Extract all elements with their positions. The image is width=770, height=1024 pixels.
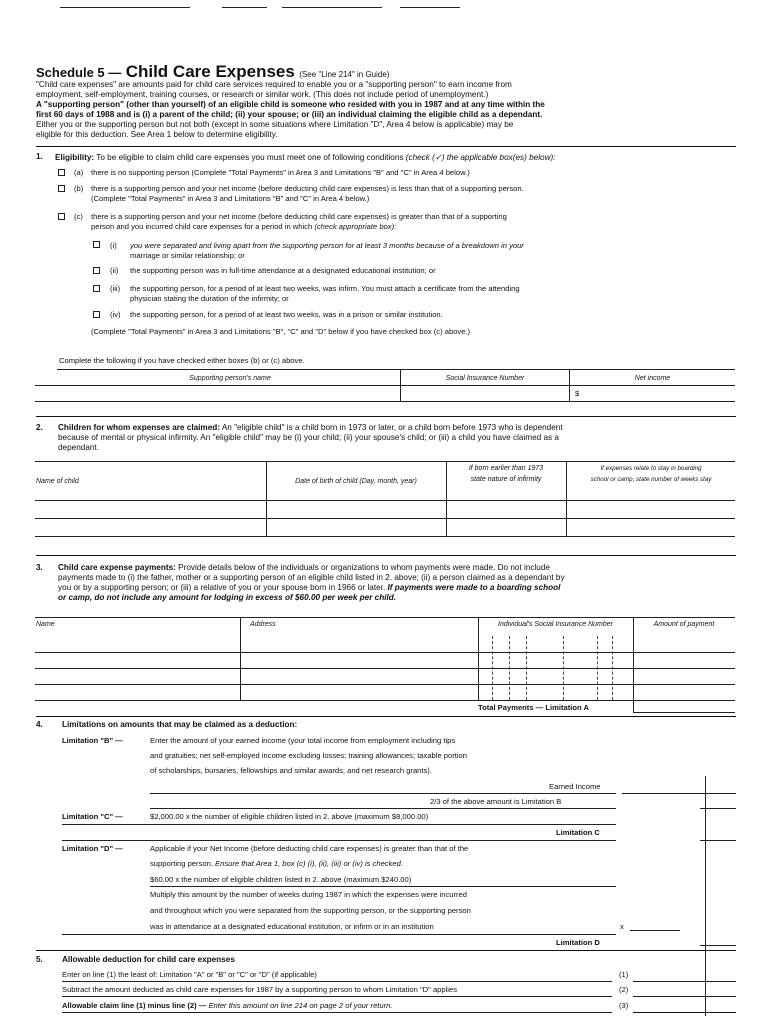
limitation-b-text: and gratuities; net self-employed income excluding losses; training allowances; taxable portion (150, 751, 468, 760)
table-col-divider (478, 617, 479, 701)
guide-reference: (See "Line 214" in Guide) (299, 70, 390, 79)
limitation-c-result: Limitation C (556, 828, 600, 837)
allowable-line-3: Allowable claim line (1) minus line (2) — Enter this amount on line 214 on page 2 of your return. (62, 1001, 393, 1010)
children-intro: Children for whom expenses are claimed: An "eligible child" is a child born in 1973 or later, or a child born before 1973 who is dependent (58, 423, 563, 432)
rule (62, 934, 616, 935)
intro-line: Either you or the supporting person but not both (except in some situations where Limitation "D", Area 4 below is applicable) may be (36, 120, 514, 129)
table-col-divider (633, 617, 634, 713)
col-payee-sin: Individual's Social Insurance Number (498, 621, 613, 628)
rule (62, 981, 612, 982)
option-c-i-text: you were separated and living apart from the supporting person for at least 3 months because of a breakdown in your (130, 241, 524, 250)
section-divider (36, 950, 736, 951)
col-boarding-weeks: If expenses relate to stay in boarding (600, 465, 702, 472)
two-thirds-label: 2/3 of the above amount is Limitation B (430, 797, 562, 806)
col-net-income: Net income (634, 375, 671, 382)
rule (150, 808, 616, 809)
rule (150, 886, 616, 887)
option-c-iii-label: (iii) (110, 284, 121, 293)
complete-note: (Complete "Total Payments" in Area 3 and Limitations "B", "C" and "D" below if you have checked box (c) above.) (91, 327, 471, 336)
section-divider (36, 555, 736, 556)
option-c-i-text: marriage or similar relationship; or (130, 251, 245, 260)
section-divider (36, 416, 736, 417)
section-number: 1. (36, 152, 43, 161)
table-rule (35, 617, 735, 618)
limitation-d-text: Multiply this amount by the number of weeks during 1987 in which the expenses were incurred (150, 890, 467, 899)
line-2-field[interactable] (633, 996, 736, 997)
intro-line: employment, self-employment, training courses, or research or similar work. (This does not include period of unemployment.) (36, 90, 489, 99)
table-rule (35, 401, 735, 402)
line-number: (2) (619, 985, 629, 994)
checkbox-b[interactable] (58, 185, 65, 192)
option-c-label: (c) (74, 212, 83, 221)
col-infirmity: If born earlier than 1973 (468, 465, 544, 472)
supporting-person-instruction: Complete the following if you have checked either boxes (b) or (c) above. (59, 356, 305, 365)
child-row[interactable] (35, 536, 735, 537)
section-divider (36, 716, 736, 717)
checkbox-c-iii[interactable] (93, 285, 100, 292)
limitation-b-text: Enter the amount of your earned income (your total income from employment including tips (150, 736, 456, 745)
schedule-title (36, 62, 389, 82)
table-col-divider (266, 461, 267, 537)
earned-income-label: Earned Income (549, 782, 601, 791)
option-c-text: person and you incurred child care expenses for a period in which (check appropriate box): (91, 222, 397, 231)
limitation-d-text: $60.00 x the number of eligible children listed in 2. above (maximum $240.00) (150, 875, 412, 884)
option-c-text: there is a supporting person and your net income (before deducting child care expenses) is greater than that of a supporting (91, 212, 507, 221)
top-rule (400, 7, 460, 8)
table-col-divider (566, 461, 567, 537)
payments-intro: or camp, do not include any amount for lodging in excess of $60.00 per week per child. (58, 593, 397, 602)
intro-line: first 60 days of 1988 and is (i) a parent of the child; (ii) your spouse; or (iii) an individual claiming the eligible child as a dependant. (36, 110, 543, 119)
col-boarding-weeks: school or camp, state number of weeks stay (590, 476, 712, 483)
col-child-name: Name of child (36, 478, 79, 485)
rule (150, 793, 616, 794)
table-col-divider (400, 369, 401, 401)
intro-line: eligible for this deduction. See Area 1 below to determine eligibility. (36, 130, 278, 139)
col-payee-name: Name (36, 621, 55, 628)
payment-row[interactable] (35, 668, 735, 669)
top-rule (60, 7, 190, 8)
limitation-c-text: $2,000.00 x the number of eligible children listed in 2. above (maximum $8,000.00) (150, 812, 429, 821)
amount-column-rule (705, 776, 706, 1016)
limitation-d-text: and throughout which you were separated from the supporting person, or the supporting person (150, 906, 471, 915)
intro-line: "Child care expenses" are amounts paid for child care services required to enable you or a "supporting person" to earn income from (36, 80, 512, 89)
table-rule (57, 369, 735, 370)
supporting-name-field[interactable] (62, 386, 396, 400)
option-b-text: there is a supporting person and your net income (before deducting child care expenses) is less than that of a supporting person. (91, 184, 524, 193)
payment-row[interactable] (35, 652, 735, 653)
line-1-field[interactable] (633, 981, 736, 982)
allowable-line-1: Enter on line (1) the least of: Limitation "A" or "B" or "C" or "D" (if applicable) (62, 970, 317, 979)
table-col-divider (446, 461, 447, 537)
section-number: 4. (36, 720, 43, 729)
limitation-d-result: Limitation D (556, 938, 600, 947)
option-a-text: there is no supporting person (Complete "Total Payments" in Area 3 and Limitations "B" and "C" in Area 4 below.) (91, 168, 470, 177)
section-number: 5. (36, 955, 43, 964)
col-supporting-name: Supporting person's name (189, 375, 271, 382)
option-b-label: (b) (74, 184, 84, 193)
allowable-line-2: Subtract the amount deducted as child care expenses for 1987 by a supporting person to whom Limitation "D" applies (62, 985, 458, 994)
table-col-divider (240, 617, 241, 701)
intro-line: A "supporting person" (other than yourself) of an eligible child is someone who resided with you in 1987 and at any time within the (36, 100, 545, 109)
option-c-iii-text: the supporting person, for a period of at least two weeks, was infirm. You must attach a certificate from the attending (130, 284, 520, 293)
line-number: (3) (619, 1001, 629, 1010)
limitation-d-label: Limitation "D" — (62, 844, 123, 853)
limitation-d-text: was in attendance at a designated educational institution, or infirm or in an institution (150, 922, 434, 931)
option-a-label: (a) (74, 168, 84, 177)
total-payments-label: Total Payments — Limitation A (478, 703, 589, 712)
payments-intro: payments made to (i) the father, mother or a supporting person of an eligible child listed in 2. above; (ii) a person claimed as a dependant by (58, 573, 565, 582)
checkbox-a[interactable] (58, 169, 65, 176)
table-col-divider (569, 369, 570, 401)
rule (62, 824, 616, 825)
col-child-dob: Date of birth of child (Day, month, year) (295, 478, 417, 485)
option-c-i-label: (i) (110, 241, 117, 250)
allowable-heading: Allowable deduction for child care expenses (62, 955, 235, 964)
col-payment-amount: Amount of payment (653, 621, 715, 628)
schedule-number: Schedule 5 — (36, 65, 122, 80)
dollar-sign: $ (575, 389, 580, 398)
child-row[interactable] (35, 500, 735, 501)
option-c-iii-text: physician stating the duration of the infirmity; or (130, 294, 289, 303)
limitation-c-label: Limitation "C" — (62, 812, 123, 821)
payment-row[interactable] (35, 684, 735, 685)
schedule-name: Child Care Expenses (125, 62, 295, 81)
option-b-text: (Complete "Total Payments" in Area 3 and Limitations "B" and "C" in Area 4 below.) (91, 194, 370, 203)
payment-row[interactable] (35, 700, 735, 701)
section-divider (36, 146, 736, 147)
earned-income-field[interactable] (622, 793, 736, 794)
total-payments-field[interactable] (633, 712, 735, 713)
line-number: (1) (619, 970, 629, 979)
limitation-b-label: Limitation "B" — (62, 736, 123, 745)
col-sin: Social Insurance Number (445, 375, 525, 382)
multiply-sign: x (620, 922, 624, 931)
child-row[interactable] (35, 518, 735, 519)
limitation-d-text: Applicable if your Net Income (before deducting child care expenses) is greater than that of the (150, 844, 469, 853)
rule (62, 1012, 612, 1013)
children-intro: dependant. (58, 443, 99, 452)
payments-intro: you or by a supporting person; or (iii) a relative of you or your spouse born in 1966 or later. If payments were made to a boarding school (58, 583, 561, 592)
rule (62, 996, 612, 997)
limitation-b-text: of scholarships, bursaries, fellowships and similar awards; and net research grants). (150, 766, 432, 775)
checkbox-c-iv[interactable] (93, 311, 100, 318)
table-rule (35, 461, 735, 462)
top-rule (282, 7, 382, 8)
checkbox-c-ii[interactable] (93, 267, 100, 274)
option-c-iv-label: (iv) (110, 310, 121, 319)
col-infirmity: state nature of infirmity (470, 476, 542, 483)
weeks-field[interactable] (630, 930, 680, 931)
line-3-field[interactable] (633, 1012, 736, 1013)
section-number: 2. (36, 423, 43, 432)
children-intro: because of mental or physical infirmity. An "eligible child" may be (i) your child; (ii) your spouse's child; or (iii) a child you have claimed as a (58, 433, 559, 442)
payments-intro: Child care expense payments: Provide details below of the individuals or organizations to whom payments were made. Do not include (58, 563, 550, 572)
section-number: 3. (36, 563, 43, 572)
top-rule (222, 7, 267, 8)
option-c-ii-label: (ii) (110, 266, 119, 275)
option-c-iv-text: the supporting person, for a period of at least two weeks, was in a prison or similar institution. (130, 310, 443, 319)
eligibility-intro: Eligibility: To be eligible to claim child care expenses you must meet one of following conditions (check (✓) the applicable box(es) below): (55, 153, 556, 162)
supporting-net-income-field[interactable] (584, 386, 732, 400)
option-c-ii-text: the supporting person was in full-time attendance at a designated educational institution; or (130, 266, 436, 275)
checkbox-c-i[interactable] (93, 241, 100, 248)
col-payee-address: Address (250, 621, 276, 628)
supporting-sin-field[interactable] (404, 386, 566, 400)
rule (62, 840, 616, 841)
limitation-d-text: supporting person. Ensure that Area 1, box (c) (i), (ii), (iii) or (iv) is checked. (150, 859, 403, 868)
checkbox-c[interactable] (58, 213, 65, 220)
limitations-heading: Limitations on amounts that may be claimed as a deduction: (62, 720, 298, 729)
